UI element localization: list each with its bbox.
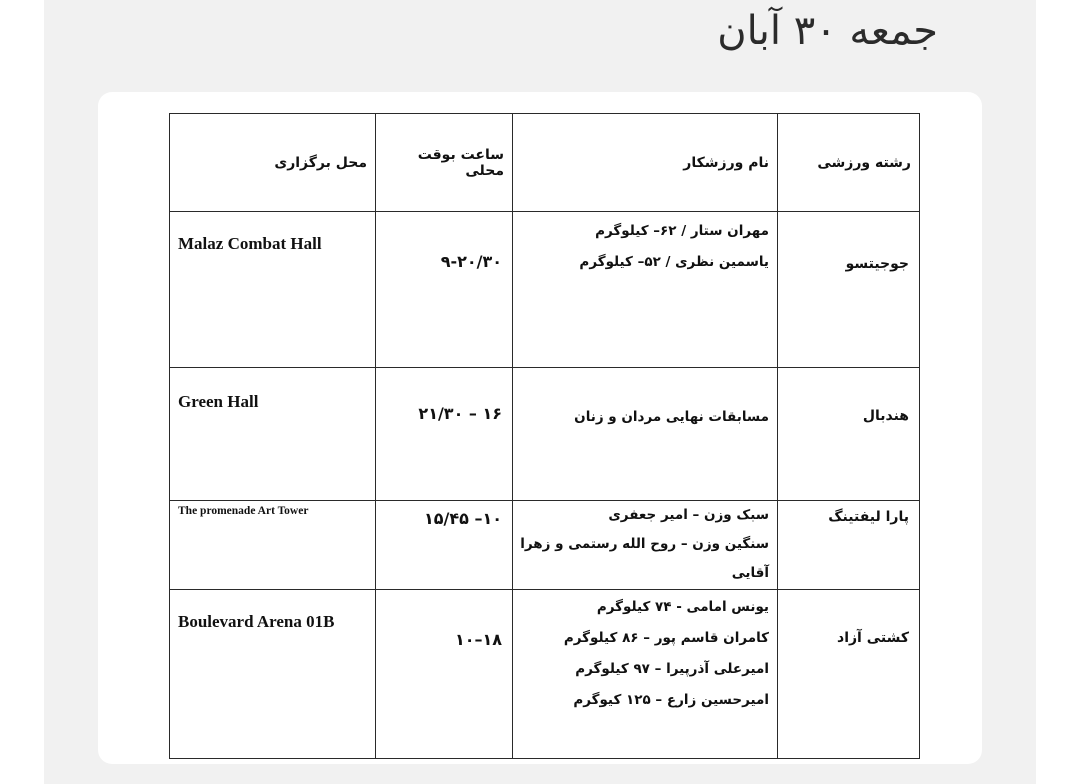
athletes-cell [513,501,778,590]
page-title: جمعه ۳۰ آبان [717,8,938,54]
athlete-line: یونس امامی - ۷۴ کیلوگرم [596,599,769,615]
sport-cell: پارا لیفتینگ [778,501,920,590]
sport-cell: کشتی آزاد [778,590,920,759]
table-row [170,590,920,759]
time-cell: ۱۶ – ۲۱/۳۰ [376,368,513,501]
athlete-line: آقایی [731,565,769,581]
venue-cell: The promenade Art Tower [170,501,376,590]
athlete-line: سبک وزن – امیر جعفری [608,507,769,523]
time-cell: ۹-۲۰/۳۰ [376,212,513,368]
venue-cell: Malaz Combat Hall [170,212,376,368]
header-time: ساعت بوقت محلی [376,114,513,212]
athlete-line: سنگین وزن – روح الله رستمی و زهرا [520,536,769,552]
sport-cell: جوجیتسو [778,212,920,368]
athletes-cell [513,212,778,368]
table-header-row [170,114,920,212]
schedule-table [169,113,920,759]
time-cell: ۱۸–۱۰ [376,590,513,759]
athlete-line: مهران ستار / ۶۲– کیلوگرم [595,223,769,239]
sport-cell: هندبال [778,368,920,501]
athlete-line: امیرعلی آذرپیرا – ۹۷ کیلوگرم [575,661,769,677]
athletes-cell [513,590,778,759]
venue-cell: Boulevard Arena 01B [170,590,376,759]
header-sport: رشته ورزشی [778,114,920,212]
schedule-card [98,92,982,764]
table-row [170,368,920,501]
header-athletes: نام ورزشکار [513,114,778,212]
athletes-cell [513,368,778,501]
athlete-line: امیرحسین زارع – ۱۲۵ کیوگرم [573,692,769,708]
header-venue: محل برگزاری [170,114,376,212]
time-cell: ۱۰– ۱۵/۴۵ [376,501,513,590]
athlete-line: کامران قاسم پور – ۸۶ کیلوگرم [563,630,769,646]
venue-cell: Green Hall [170,368,376,501]
athlete-line: مسابقات نهایی مردان و زنان [574,409,769,425]
table-row [170,501,920,590]
table-row [170,212,920,368]
athlete-line: یاسمین نظری / ۵۲– کیلوگرم [579,254,769,270]
